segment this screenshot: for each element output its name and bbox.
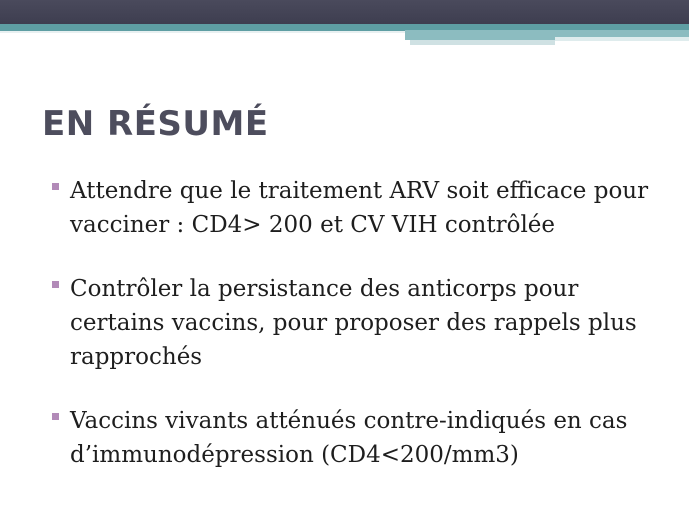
- header-banner-dark: [0, 0, 689, 24]
- bullet-item-3: [50, 404, 670, 472]
- bullet-square-icon: [52, 183, 59, 190]
- header-banner-light-accent: [410, 40, 555, 45]
- bullet-square-icon: [52, 413, 59, 420]
- bullet-item-1: [50, 174, 670, 242]
- bullet-list: [50, 174, 670, 502]
- header-banner-light-accent-2: [555, 37, 689, 41]
- bullet-text-1: Attendre que le traitement ARV soit efficace pour vacciner : CD4> 200 et CV VIH contrôlée: [70, 178, 649, 238]
- bullet-text-3: Vaccins vivants atténués contre-indiqués en cas d’immunodépression (CD4<200/mm3): [70, 408, 628, 468]
- bullet-item-2: [50, 272, 670, 374]
- bullet-square-icon: [52, 281, 59, 288]
- bullet-text-2: Contrôler la persistance des anticorps pour certains vaccins, pour proposer des rappels plus rapprochés: [70, 276, 637, 370]
- slide-title: EN RÉSUMÉ: [42, 104, 269, 144]
- header-banner-highlight: [0, 31, 405, 33]
